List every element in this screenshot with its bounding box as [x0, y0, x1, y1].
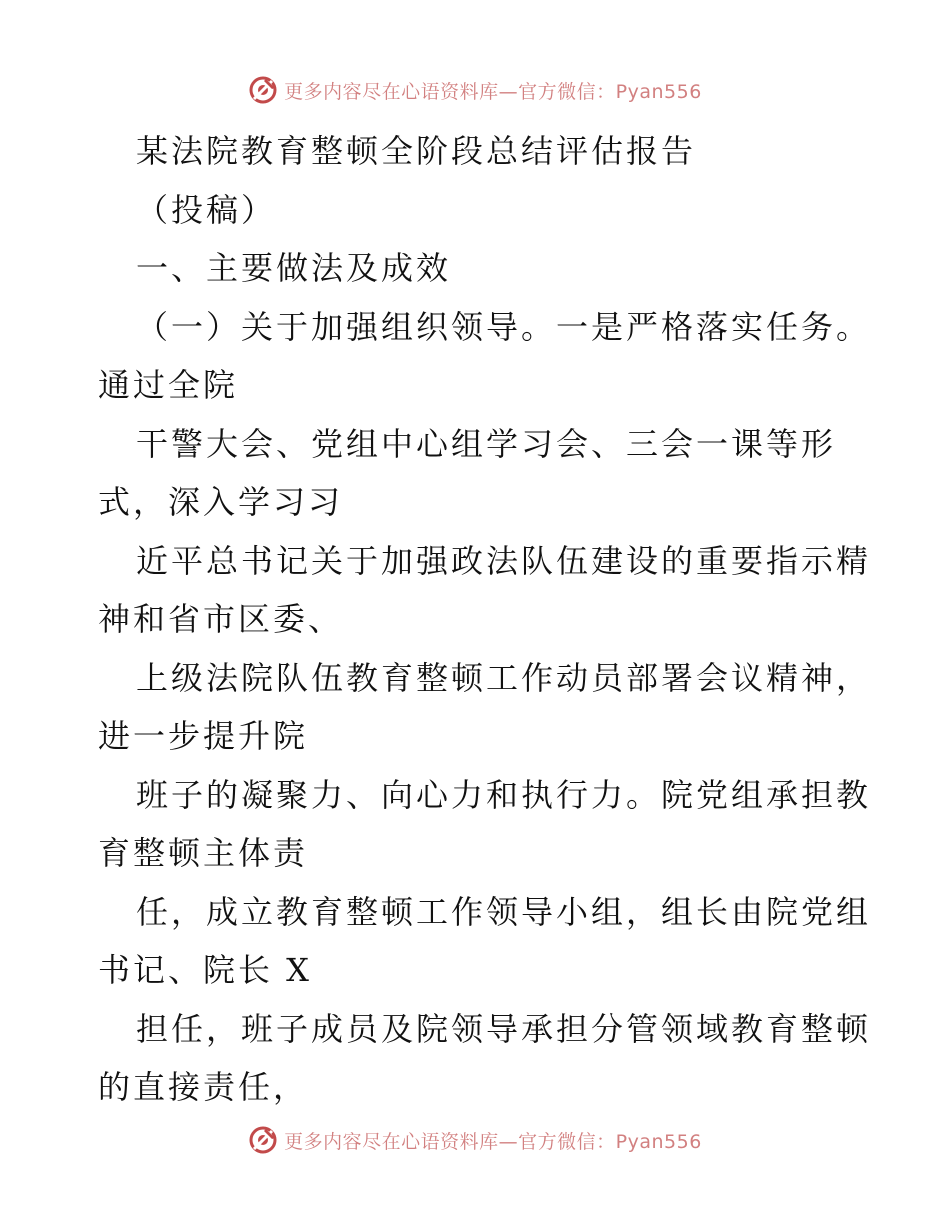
document-title: 某法院教育整顿全阶段总结评估报告	[136, 132, 697, 170]
text-line: 一、主要做法及成效	[136, 249, 452, 287]
text-line: （投稿）	[136, 190, 277, 229]
text-line: 的直接责任，	[98, 1068, 309, 1106]
text-line: 担任，班子成员及院领导承担分管领域教育整顿	[136, 1009, 872, 1048]
text-line: 班子的凝聚力、向心力和执行力。院党组承担教	[136, 775, 872, 814]
watermark-banner-top	[0, 70, 950, 110]
watermark-text: 更多内容尽在心语资料库—官方微信：Pyan556	[284, 80, 702, 103]
text-line: 通过全院	[98, 366, 239, 404]
watermark-logo-icon	[248, 1125, 278, 1155]
watermark-banner-bottom	[0, 1120, 950, 1160]
text-line: 进一步提升院	[98, 717, 309, 755]
text-line: 干警大会、党组中心组学习会、三会一课等形	[136, 424, 837, 463]
text-line: （一）关于加强组织领导。一是严格落实任务。	[136, 307, 872, 346]
watermark-logo-icon	[248, 75, 278, 105]
watermark-text: 更多内容尽在心语资料库—官方微信：Pyan556	[284, 1130, 702, 1153]
text-line: 育整顿主体责	[98, 834, 309, 872]
text-line: 神和省市区委、	[98, 600, 344, 638]
document-body	[98, 122, 872, 1117]
text-line: 上级法院队伍教育整顿工作动员部署会议精神，	[136, 658, 872, 697]
text-line: 式，深入学习习	[98, 483, 344, 521]
text-line: 书记、院长 X	[98, 951, 312, 989]
text-line: 近平总书记关于加强政法队伍建设的重要指示精	[136, 541, 872, 580]
text-line: 任，成立教育整顿工作领导小组，组长由院党组	[136, 892, 872, 931]
